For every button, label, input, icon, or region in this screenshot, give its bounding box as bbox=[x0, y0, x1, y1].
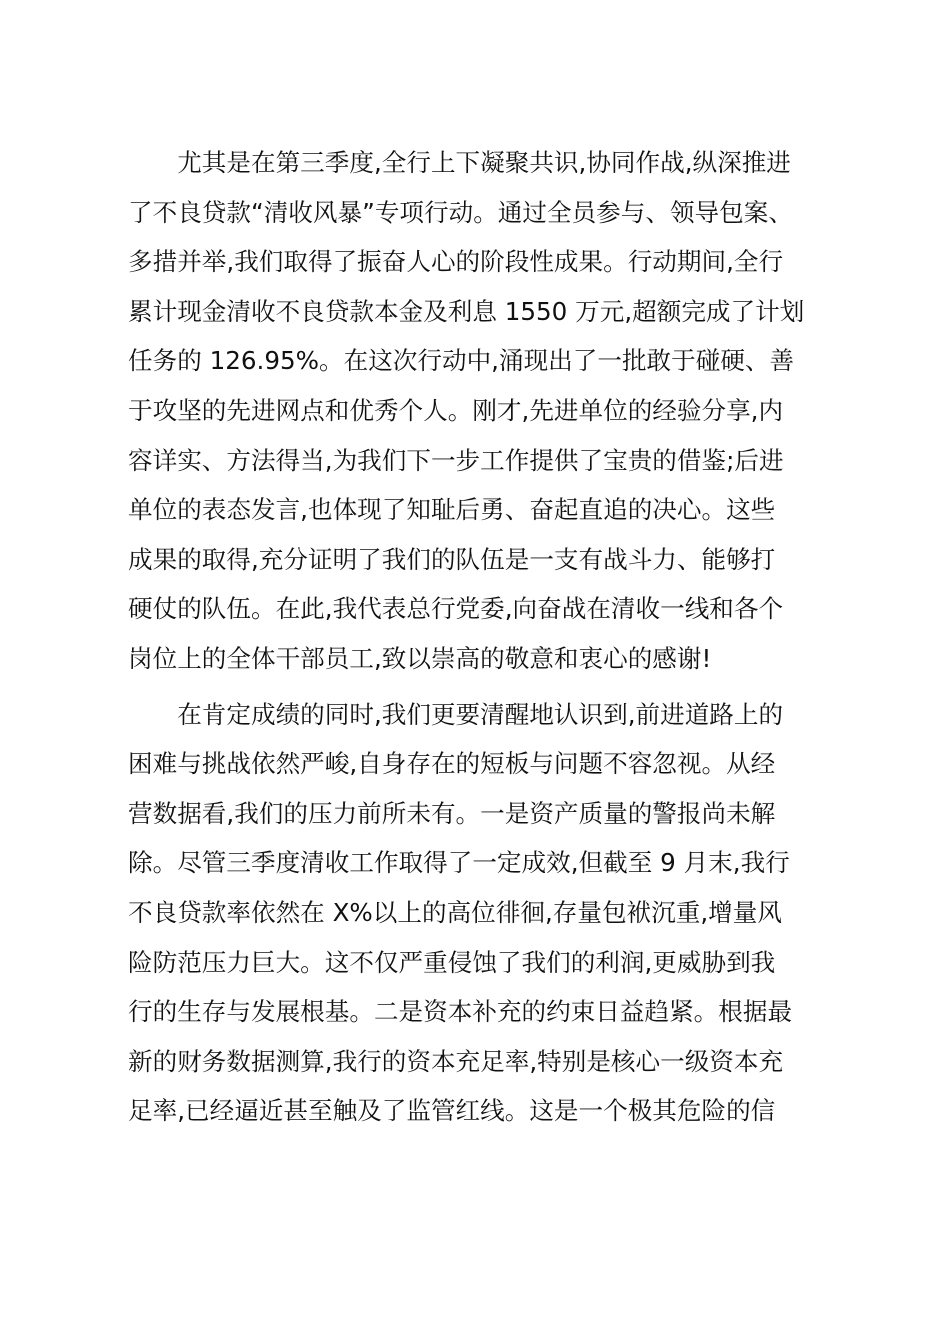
text-line: 新的财务数据测算,我行的资本充足率,特别是核心一级资本充 bbox=[128, 1046, 784, 1076]
text-line: 了不良贷款“清收风暴”专项行动。通过全员参与、领导包案、 bbox=[128, 197, 793, 227]
text-line: 成果的取得,充分证明了我们的队伍是一支有战斗力、能够打 bbox=[128, 544, 776, 574]
text-line: 不良贷款率依然在 X%以上的高位徘徊,存量包袱沉重,增量风 bbox=[128, 897, 782, 927]
text-line: 行的生存与发展根基。二是资本补充的约束日益趋紧。根据最 bbox=[128, 997, 793, 1027]
text-line: 任务的 126.95%。在这次行动中,涌现出了一批敢于碰硬、善 bbox=[128, 346, 795, 376]
text-line: 多措并举,我们取得了振奋人心的阶段性成果。行动期间,全行 bbox=[128, 247, 784, 277]
text-line: 岗位上的全体干部员工,致以崇高的敬意和衷心的感谢! bbox=[128, 643, 712, 673]
text-line: 在肯定成绩的同时,我们更要清醒地认识到,前进道路上的 bbox=[128, 699, 784, 729]
text-line: 困难与挑战依然严峻,自身存在的短板与问题不容忽视。从经 bbox=[128, 749, 776, 779]
document-body bbox=[128, 138, 828, 1136]
text-line: 营数据看,我们的压力前所未有。一是资产质量的警报尚未解 bbox=[128, 798, 776, 828]
text-line: 足率,已经逼近甚至触及了监管红线。这是一个极其危险的信 bbox=[128, 1096, 776, 1126]
text-line: 累计现金清收不良贷款本金及利息 1550 万元,超额完成了计划 bbox=[128, 296, 805, 326]
text-line: 于攻坚的先进网点和优秀个人。刚才,先进单位的经验分享,内 bbox=[128, 395, 784, 425]
text-line: 除。尽管三季度清收工作取得了一定成效,但截至 9 月末,我行 bbox=[128, 848, 790, 878]
text-line: 尤其是在第三季度,全行上下凝聚共识,协同作战,纵深推进 bbox=[128, 148, 791, 177]
paragraph-2 bbox=[128, 690, 828, 1136]
paragraph-1 bbox=[128, 138, 828, 684]
text-line: 险防范压力巨大。这不仅严重侵蚀了我们的利润,更威胁到我 bbox=[128, 947, 776, 977]
text-line: 单位的表态发言,也体现了知耻后勇、奋起直追的决心。这些 bbox=[128, 495, 776, 525]
text-line: 硬仗的队伍。在此,我代表总行党委,向奋战在清收一线和各个 bbox=[128, 594, 784, 624]
text-line: 容详实、方法得当,为我们下一步工作提供了宝贵的借鉴;后进 bbox=[128, 445, 784, 475]
